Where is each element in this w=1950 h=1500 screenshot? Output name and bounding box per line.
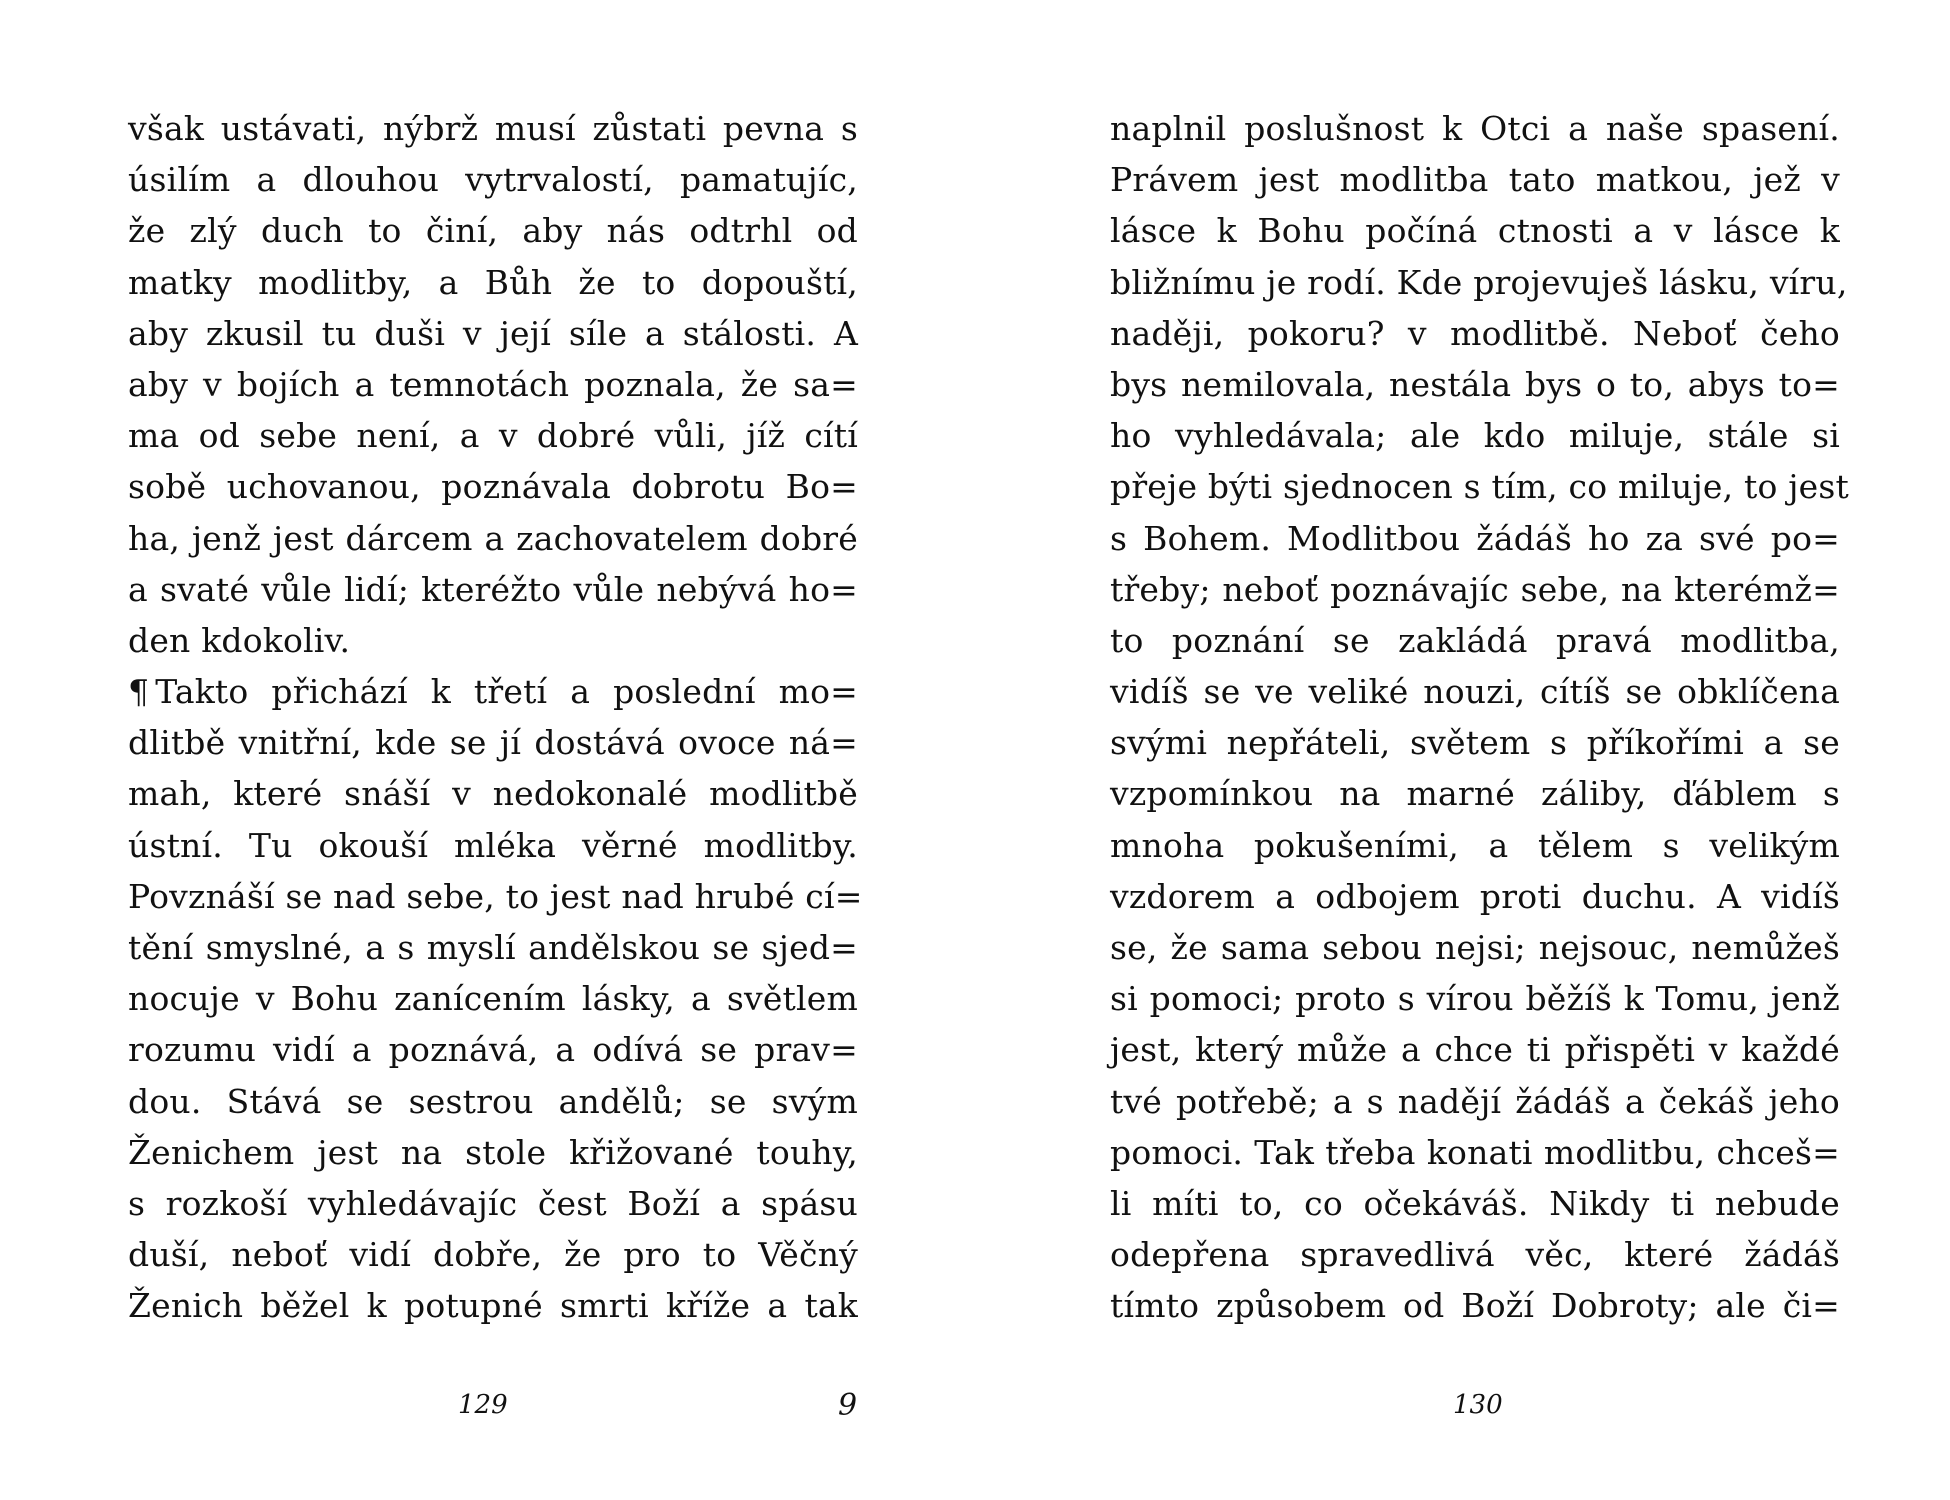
text-line: že zlý duch to činí, aby nás odtrhl od — [128, 211, 858, 251]
text-line: si pomoci; proto s vírou běžíš k Tomu, jenž — [1110, 979, 1840, 1019]
text-line: svými nepřáteli, světem s příkořími a se — [1110, 723, 1840, 763]
text-line: mnoha pokušeními, a tělem s velikým — [1110, 825, 1840, 865]
text-line: rozumu vidí a poznává, a odívá se prav= — [128, 1030, 858, 1070]
text-line: matky modlitby, a Bůh že to dopouští, — [128, 262, 858, 302]
text-line: li míti to, co očekáváš. Nikdy ti nebude — [1110, 1183, 1840, 1223]
text-line: den kdokoliv. — [128, 620, 351, 660]
text-line: ha, jenž jest dárcem a zachovatelem dobré — [128, 518, 858, 558]
text-line: duší, neboť vidí dobře, že pro to Věčný — [128, 1235, 858, 1275]
text-line: s Bohem. Modlitbou žádáš ho za své po= — [1110, 518, 1840, 558]
text-line: naději, pokoru? v modlitbě. Neboť čeho — [1110, 313, 1840, 353]
text-line: třeby; neboť poznávajíc sebe, na kterémž= — [1110, 569, 1840, 609]
text-line: Právem jest modlitba tato matkou, jež v — [1110, 160, 1840, 200]
text-line: Ženichem jest na stole křižované touhy, — [128, 1132, 858, 1172]
right-text-block — [1110, 103, 1849, 1332]
text-line: a svaté vůle lidí; kteréžto vůle nebývá ho= — [128, 569, 858, 609]
text-line: bys nemilovala, nestála bys o to, abys to= — [1110, 364, 1840, 404]
text-line: tvé potřebě; a s nadějí žádáš a čekáš jeho — [1110, 1081, 1840, 1121]
text-line: však ustávati, nýbrž musí zůstati pevna s — [128, 109, 858, 148]
text-line: úsilím a dlouhou vytrvalostí, pamatujíc, — [128, 160, 858, 200]
text-line: aby v bojích a temnotách poznala, že sa= — [128, 364, 858, 404]
text-line: ústní. Tu okouší mléka věrné modlitby. — [128, 825, 858, 865]
text-line: vzdorem a odbojem proti duchu. A vidíš — [1110, 876, 1840, 916]
text-line: jest, který může a chce ti přispěti v každé — [1110, 1030, 1840, 1070]
page-number: 129 — [458, 1390, 508, 1420]
signature-mark: 9 — [838, 1388, 858, 1423]
text-line: ma od sebe není, a v dobré vůli, jíž cítí — [128, 416, 858, 456]
text-line: pomoci. Tak třeba konati modlitbu, chceš= — [1110, 1132, 1840, 1172]
text-line: tímto způsobem od Boží Dobroty; ale či= — [1110, 1286, 1840, 1326]
text-line: aby zkusil tu duši v její síle a stálosti. A — [128, 313, 858, 353]
text-line: dou. Stává se sestrou andělů; se svým — [128, 1081, 858, 1121]
text-line: lásce k Bohu počíná ctnosti a v lásce k — [1110, 211, 1840, 251]
text-line: odepřena spravedlivá věc, které žádáš — [1110, 1235, 1840, 1275]
text-line: s rozkoší vyhledávajíc čest Boží a spásu — [128, 1183, 858, 1223]
text-line: mah, které snáší v nedokonalé modlitbě — [128, 774, 858, 814]
text-line: Ženich běžel k potupné smrti kříže a tak — [128, 1286, 858, 1326]
text-line: se, že sama sebou nejsi; nejsouc, nemůžeš — [1110, 928, 1840, 967]
text-line: sobě uchovanou, poznávala dobrotu Bo= — [128, 467, 858, 507]
page-number: 130 — [1453, 1390, 1503, 1420]
right-page — [975, 0, 1950, 1500]
text-line: naplnil poslušnost k Otci a naše spasení. — [1110, 109, 1840, 148]
text-line: Takto přichází k třetí a poslední mo= — [155, 672, 858, 712]
pilcrow-icon: ¶ — [128, 672, 150, 712]
text-line: tění smyslné, a s myslí andělskou se sjed= — [128, 928, 858, 967]
text-line: vidíš se ve veliké nouzi, cítíš se obklíčena — [1110, 672, 1840, 712]
text-line: ho vyhledávala; ale kdo miluje, stále si — [1110, 416, 1840, 456]
text-line: dlitbě vnitřní, kde se jí dostává ovoce ná= — [128, 723, 858, 763]
left-text-block — [128, 103, 863, 1332]
text-line: vzpomínkou na marné záliby, ďáblem s — [1110, 774, 1840, 814]
text-line: bližnímu je rodí. Kde projevuješ lásku, víru, — [1110, 262, 1848, 302]
text-line: přeje býti sjednocen s tím, co miluje, to jest — [1110, 467, 1849, 507]
paragraph-start-line — [128, 666, 858, 717]
text-line: to poznání se zakládá pravá modlitba, — [1110, 620, 1840, 660]
text-line: nocuje v Bohu zanícením lásky, a světlem — [128, 979, 858, 1019]
text-line: Povznáší se nad sebe, to jest nad hrubé cí= — [128, 876, 863, 916]
